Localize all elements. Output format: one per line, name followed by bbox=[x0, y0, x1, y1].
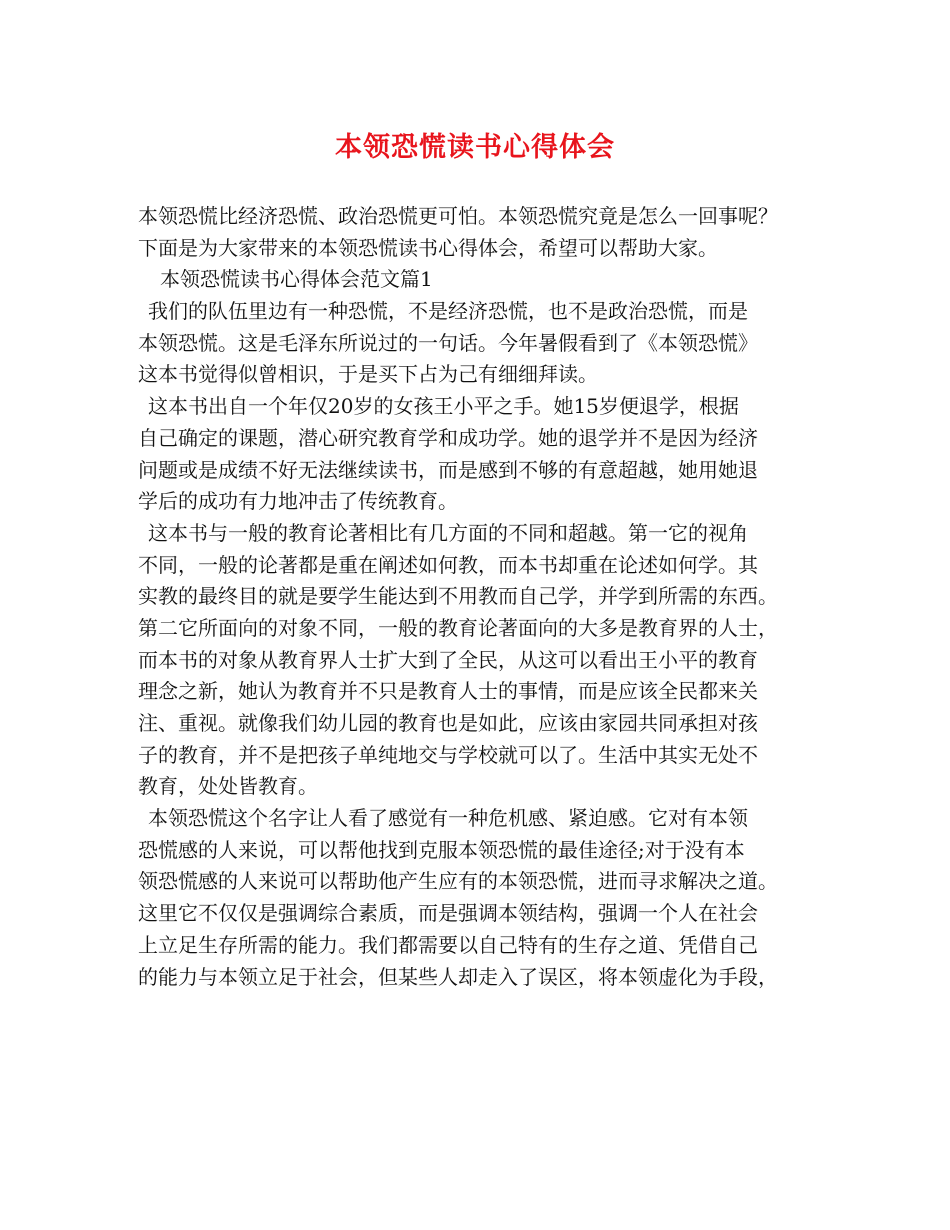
body-line: 本领恐慌比经济恐慌、政治恐慌更可怕。本领恐慌究竟是怎么一回事呢？ bbox=[138, 204, 778, 228]
document-body bbox=[138, 201, 818, 993]
body-line: 本领恐慌这个名字让人看了感觉有一种危机感、紧迫感。它对有本领 bbox=[148, 806, 748, 831]
body-line: 理念之新，她认为教育并不只是教育人士的事情，而是应该全民都来关 bbox=[138, 679, 758, 704]
body-line: 这本书与一般的教育论著相比有几方面的不同和超越。第一它的视角 bbox=[148, 520, 748, 545]
body-line: 下面是为大家带来的本领恐慌读书心得体会，希望可以帮助大家。 bbox=[138, 235, 718, 260]
section-heading: 本领恐慌读书心得体会范文篇1 bbox=[160, 267, 433, 292]
body-line: 自己确定的课题，潜心研究教育学和成功学。她的退学并不是因为经济 bbox=[138, 425, 758, 450]
body-line: 的能力与本领立足于社会，但某些人却走入了误区，将本领虚化为手段， bbox=[138, 964, 778, 989]
body-line: 子的教育，并不是把孩子单纯地交与学校就可以了。生活中其实无处不 bbox=[138, 742, 758, 767]
document-title: 本领恐慌读书心得体会 bbox=[335, 132, 615, 163]
body-line: 这本书出自一个年仅20岁的女孩王小平之手。她15岁便退学，根据 bbox=[148, 394, 739, 419]
body-line: 本领恐慌。这是毛泽东所说过的一句话。今年暑假看到了《本领恐慌》 bbox=[138, 330, 758, 355]
body-line: 领恐慌感的人来说可以帮助他产生应有的本领恐慌，进而寻求解决之道。 bbox=[138, 869, 778, 894]
body-line: 而本书的对象从教育界人士扩大到了全民，从这可以看出王小平的教育 bbox=[138, 647, 758, 672]
body-line: 第二它所面向的对象不同，一般的教育论著面向的大多是教育界的人士， bbox=[138, 615, 778, 640]
body-line: 上立足生存所需的能力。我们都需要以自己特有的生存之道、凭借自己 bbox=[138, 932, 758, 957]
body-line: 这本书觉得似曾相识，于是买下占为己有细细拜读。 bbox=[138, 362, 598, 387]
body-line: 教育，处处皆教育。 bbox=[138, 774, 318, 799]
body-line: 不同，一般的论著都是重在阐述如何教，而本书却重在论述如何学。其 bbox=[138, 552, 758, 577]
body-line: 我们的队伍里边有一种恐慌，不是经济恐慌，也不是政治恐慌，而是 bbox=[148, 299, 748, 324]
body-line: 注、重视。就像我们幼儿园的教育也是如此，应该由家园共同承担对孩 bbox=[138, 711, 758, 735]
body-line: 这里它不仅仅是强调综合素质，而是强调本领结构，强调一个人在社会 bbox=[138, 901, 758, 926]
body-line: 学后的成功有力地冲击了传统教育。 bbox=[138, 489, 458, 514]
body-line: 问题或是成绩不好无法继续读书，而是感到不够的有意超越，她用她退 bbox=[138, 457, 758, 482]
body-line: 恐慌感的人来说，可以帮他找到克服本领恐慌的最佳途径;对于没有本 bbox=[138, 837, 745, 862]
body-line: 实教的最终目的就是要学生能达到不用教而自己学，并学到所需的东西。 bbox=[138, 584, 778, 609]
